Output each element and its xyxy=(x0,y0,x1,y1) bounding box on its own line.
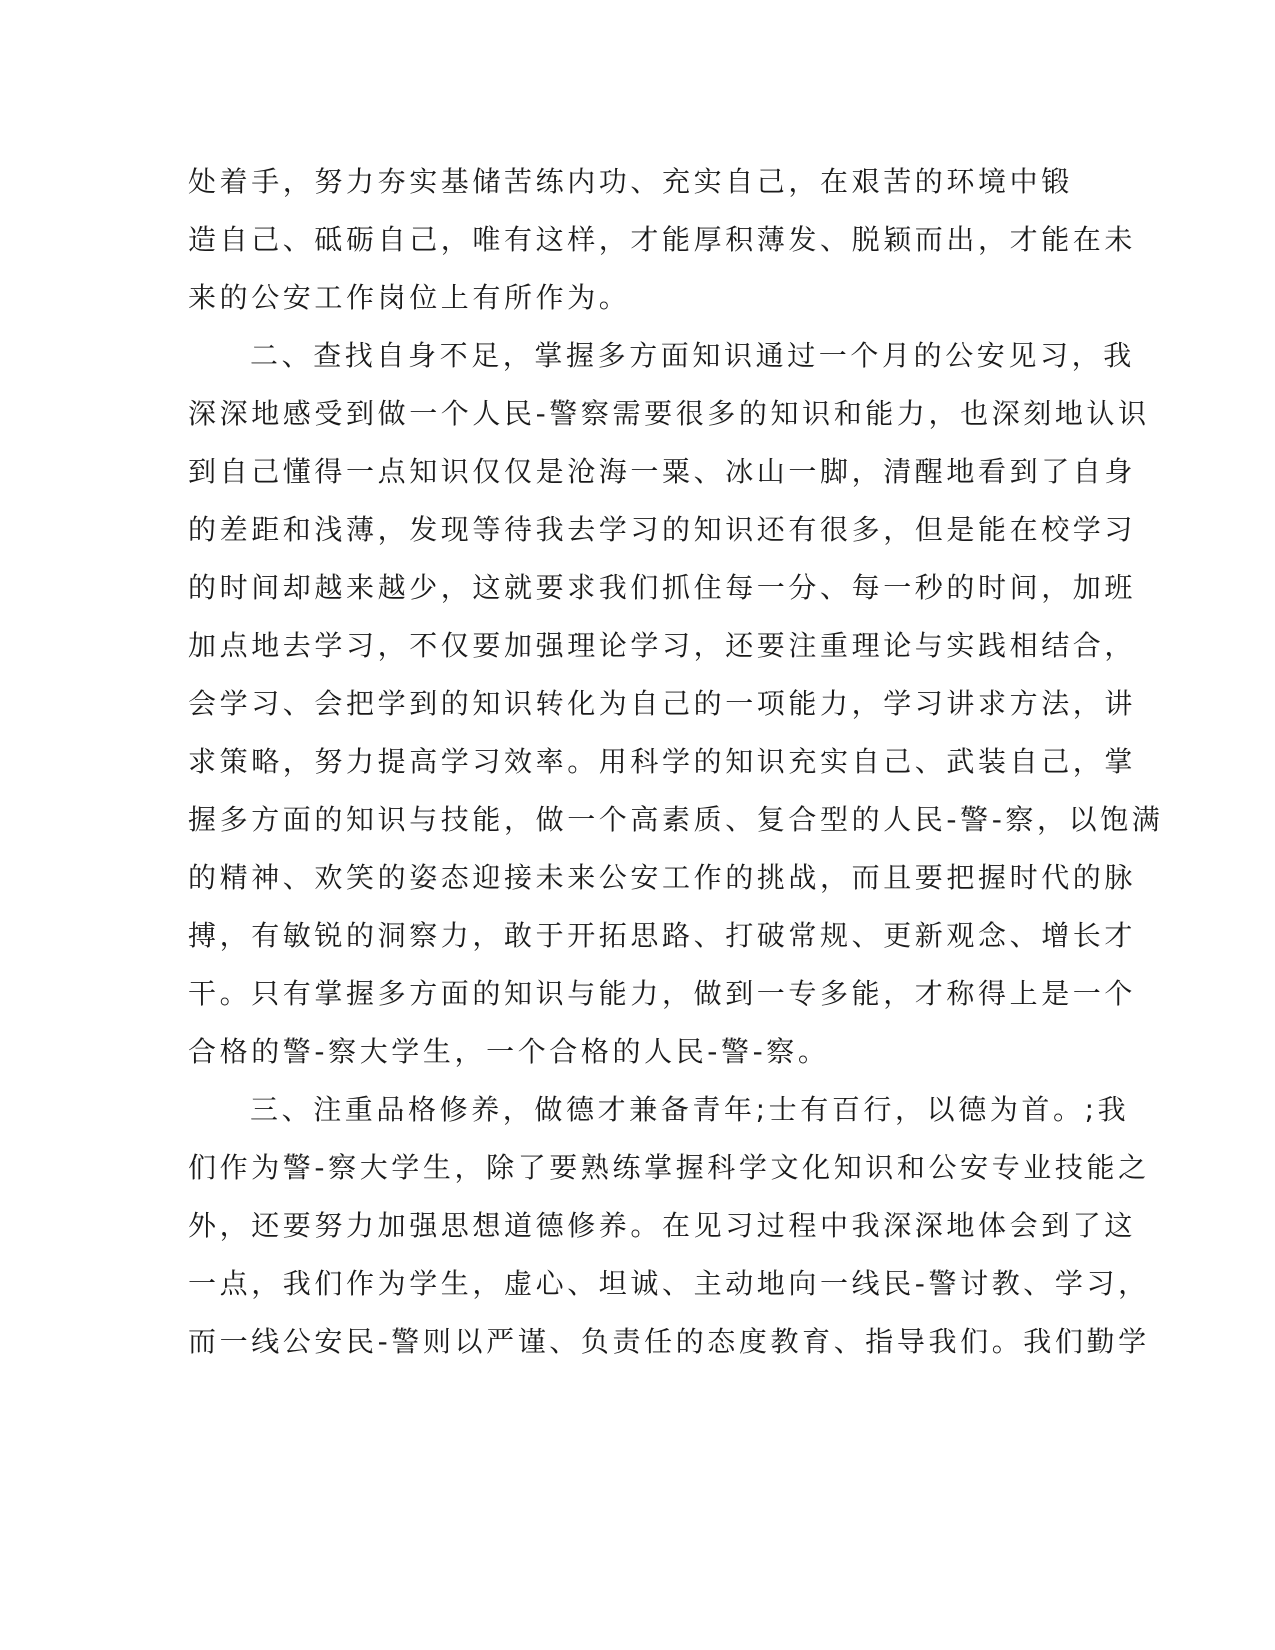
text-line-17: 三、注重品格修养，做德才兼备青年;士有百行，以德为首。;我 xyxy=(250,1093,1130,1126)
text-line-18: 们作为警-察大学生，除了要熟练掌握科学文化知识和公安专业技能之 xyxy=(188,1151,1150,1184)
text-line-6: 到自己懂得一点知识仅仅是沧海一粟、冰山一脚，清醒地看到了自身 xyxy=(188,455,1137,488)
text-line-12: 握多方面的知识与技能，做一个高素质、复合型的人民-警-察，以饱满 xyxy=(188,803,1164,836)
text-line-4: 二、查找自身不足，掌握多方面知识通过一个月的公安见习，我 xyxy=(250,339,1135,372)
text-line-15: 干。只有掌握多方面的知识与能力，做到一专多能，才称得上是一个 xyxy=(188,977,1137,1010)
text-line-8: 的时间却越来越少，这就要求我们抓住每一分、每一秒的时间，加班 xyxy=(188,571,1137,604)
text-line-21: 而一线公安民-警则以严谨、负责任的态度教育、指导我们。我们勤学 xyxy=(188,1325,1150,1358)
text-line-13: 的精神、欢笑的姿态迎接未来公安工作的挑战，而且要把握时代的脉 xyxy=(188,861,1137,894)
text-line-7: 的差距和浅薄，发现等待我去学习的知识还有很多，但是能在校学习 xyxy=(188,513,1137,546)
text-line-19: 外，还要努力加强思想道德修养。在见习过程中我深深地体会到了这 xyxy=(188,1209,1137,1242)
text-line-11: 求策略，努力提高学习效率。用科学的知识充实自己、武装自己，掌 xyxy=(188,745,1137,778)
text-line-5: 深深地感受到做一个人民-警察需要很多的知识和能力，也深刻地认识 xyxy=(188,397,1150,430)
text-line-14: 搏，有敏锐的洞察力，敢于开拓思路、打破常规、更新观念、增长才 xyxy=(188,919,1137,952)
text-line-9: 加点地去学习，不仅要加强理论学习，还要注重理论与实践相结合， xyxy=(188,629,1137,662)
text-line-3: 来的公安工作岗位上有所作为。 xyxy=(188,281,631,314)
text-line-1: 处着手，努力夯实基储苦练内功、充实自己，在艰苦的环境中锻 xyxy=(188,165,1073,198)
text-line-10: 会学习、会把学到的知识转化为自己的一项能力，学习讲求方法，讲 xyxy=(188,687,1137,720)
text-line-20: 一点，我们作为学生，虚心、坦诚、主动地向一线民-警讨教、学习， xyxy=(188,1267,1150,1300)
text-line-16: 合格的警-察大学生，一个合格的人民-警-察。 xyxy=(188,1035,830,1068)
text-line-2: 造自己、砥砺自己，唯有这样，才能厚积薄发、脱颖而出，才能在未 xyxy=(188,223,1137,256)
